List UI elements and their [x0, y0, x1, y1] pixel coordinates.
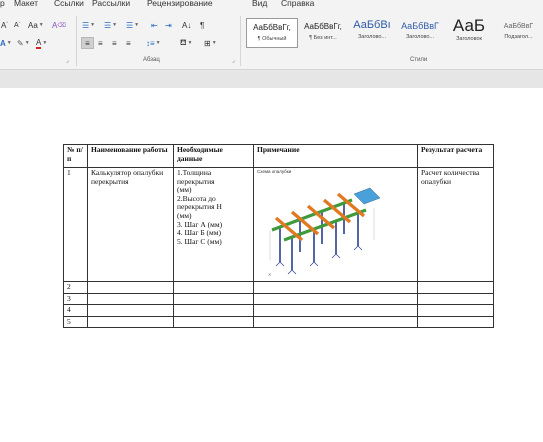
paint-bucket-icon: ⛾ [180, 38, 187, 47]
style-name: Подзагол... [504, 34, 533, 40]
chevron-down-icon: ▼ [187, 40, 193, 46]
group-divider [240, 16, 241, 66]
table-row [64, 305, 494, 317]
chevron-down-icon: ▼ [24, 40, 30, 46]
scheme-label: Схема опалубки [257, 169, 292, 174]
chevron-down-icon: ▼ [211, 40, 217, 46]
chevron-down-icon: ▼ [134, 22, 140, 28]
decrease-indent-icon: ⇤ [151, 20, 158, 30]
empty-cell[interactable] [174, 293, 254, 305]
align-center-icon: ≡ [98, 38, 103, 48]
chevron-down-icon: ▼ [90, 22, 96, 28]
tab-mailings[interactable]: Рассылки [92, 0, 131, 8]
data-line: перекрытия Н [177, 202, 222, 212]
text-effects-icon: A [0, 38, 6, 48]
document-canvas [0, 71, 543, 442]
table-row [64, 293, 494, 305]
empty-cell[interactable] [254, 316, 418, 328]
chevron-down-icon: ▼ [112, 22, 118, 28]
group-divider [76, 16, 77, 66]
numbering-button[interactable] [104, 19, 117, 31]
style-name: Заголово... [405, 34, 435, 40]
header-result: Результат расчета [418, 145, 494, 168]
header-note: Примечание [254, 145, 418, 168]
header-work-name: Наименование работы [88, 145, 174, 168]
calculation-table [63, 144, 494, 328]
data-line: (мм) [177, 210, 192, 220]
multilevel-list-button[interactable] [126, 19, 139, 31]
result-cell: Расчет количества опалубки [418, 168, 494, 282]
document-page[interactable] [0, 88, 543, 442]
row-number: 3 [64, 293, 88, 305]
data-line: 1.Толщина [177, 168, 212, 177]
data-line: (мм) [177, 185, 192, 195]
line-spacing-button[interactable] [146, 37, 161, 49]
empty-cell[interactable] [254, 282, 418, 294]
empty-cell[interactable] [254, 305, 418, 317]
tab-help[interactable]: Справка [281, 0, 315, 8]
style-title[interactable] [444, 18, 494, 48]
multilevel-list-icon: ☰ [126, 20, 134, 30]
formwork-scheme-image[interactable] [262, 178, 382, 278]
header-number: № п/п [64, 145, 88, 168]
empty-cell[interactable] [418, 316, 494, 328]
align-right-button[interactable] [112, 37, 117, 49]
data-line: перекрытия [177, 176, 215, 186]
styles-group-label: Стили [410, 57, 428, 63]
empty-cell[interactable] [88, 316, 174, 328]
clear-formatting-label: A [52, 20, 58, 30]
style-sample: АаБбВвГг, [304, 22, 342, 31]
shading-button[interactable] [180, 37, 193, 49]
table-row [64, 282, 494, 294]
data-line: 3. Шаг А (мм) [177, 219, 223, 229]
empty-cell[interactable] [254, 293, 418, 305]
ribbon-tab-bar [0, 0, 543, 12]
increase-indent-icon: ⇥ [165, 20, 172, 30]
style-sample: АаБбВвГ [503, 23, 534, 30]
increase-indent-button[interactable] [165, 19, 172, 31]
font-color-button[interactable] [36, 37, 47, 49]
paragraph-dialog-launcher-icon[interactable]: ⌟ [232, 58, 235, 64]
data-line: 4. Шаг Б (мм) [177, 228, 222, 238]
row-number: 2 [64, 282, 88, 294]
align-right-icon: ≡ [112, 38, 117, 48]
empty-cell[interactable] [88, 293, 174, 305]
style-normal[interactable] [246, 18, 298, 48]
header-required-data: Необходимые данные [174, 145, 254, 168]
change-case-button[interactable] [28, 19, 44, 31]
empty-cell[interactable] [88, 282, 174, 294]
chevron-down-icon: ▼ [42, 40, 48, 46]
text-effects-button[interactable] [0, 37, 12, 49]
style-sample: АаБбВвГг, [253, 23, 291, 32]
style-name: Заголово... [357, 34, 387, 40]
paragraph-group-label: Абзац [143, 57, 160, 63]
style-heading-2[interactable] [396, 18, 444, 48]
empty-cell[interactable] [418, 293, 494, 305]
empty-cell[interactable] [418, 282, 494, 294]
font-dialog-launcher-icon[interactable]: ⌟ [66, 58, 69, 64]
highlight-button[interactable] [17, 37, 30, 49]
justify-icon: ≡ [126, 38, 131, 48]
chevron-down-icon: ▼ [6, 40, 12, 46]
empty-cell[interactable] [418, 305, 494, 317]
clear-formatting-button[interactable]: A ⌫ [52, 20, 66, 30]
style-name: Заголовок [456, 36, 482, 42]
tab-references[interactable]: Ссылки [54, 0, 84, 8]
tab-review[interactable]: Рецензирование [147, 0, 213, 8]
work-name-cell: Калькулятор опалубки перекрытия [88, 168, 174, 282]
style-sample: АаБбВı [353, 19, 391, 31]
font-shrink-label: A [14, 21, 19, 29]
highlighter-icon: ✎ [17, 38, 24, 48]
data-line: 2.Высота до [177, 193, 216, 203]
chevron-down-icon: ▼ [38, 22, 44, 28]
numbered-list-icon: ☰ [104, 20, 112, 30]
style-heading-1[interactable] [348, 18, 396, 48]
style-name: ¶ Обычный [257, 36, 287, 42]
decrease-indent-button[interactable] [151, 19, 158, 31]
font-shrink-button[interactable]: A ˇ [14, 21, 21, 29]
style-name: ¶ Без инт... [309, 35, 337, 41]
note-cell [254, 168, 418, 282]
font-grow-label: A [1, 20, 7, 30]
change-case-label: Aa [28, 20, 38, 30]
table-row [64, 168, 494, 282]
svg-text:✕: ✕ [268, 272, 272, 277]
style-sample: АаБ [452, 18, 486, 35]
line-spacing-icon: ↕≡ [146, 38, 155, 48]
empty-cell[interactable] [174, 316, 254, 328]
row-number: 4 [64, 305, 88, 317]
style-subtitle[interactable] [494, 18, 543, 48]
font-color-icon: A [36, 37, 42, 47]
borders-button[interactable] [204, 37, 217, 49]
empty-cell[interactable] [174, 282, 254, 294]
show-marks-button[interactable] [200, 19, 204, 31]
row-number: 5 [64, 316, 88, 328]
tab-layout[interactable]: Макет [14, 0, 39, 8]
style-sample: АаБбВвГ [401, 21, 439, 31]
styles-gallery [246, 18, 543, 48]
align-center-button[interactable] [98, 37, 103, 49]
style-no-spacing[interactable] [298, 18, 348, 48]
chevron-down-icon: ▼ [155, 40, 161, 46]
required-data-cell [174, 168, 254, 282]
bullets-button[interactable] [82, 19, 95, 31]
data-line: 5. Шаг С (мм) [177, 236, 222, 246]
empty-cell[interactable] [174, 305, 254, 317]
row-number: 1 [64, 168, 88, 282]
font-grow-button[interactable]: A ˆ [1, 20, 9, 30]
align-left-icon: ≡ [85, 38, 90, 48]
pilcrow-icon: ¶ [200, 20, 205, 30]
borders-icon: ⊞ [204, 38, 211, 48]
tab-partial[interactable]: р [0, 0, 5, 8]
sort-icon: A↓ [182, 20, 192, 30]
table-header-row [64, 145, 494, 168]
tab-view[interactable]: Вид [252, 0, 268, 8]
table-row [64, 316, 494, 328]
sort-button[interactable] [182, 19, 191, 31]
bullet-list-icon: ☰ [82, 20, 90, 30]
align-left-button[interactable] [81, 37, 94, 49]
justify-button[interactable] [126, 37, 131, 49]
empty-cell[interactable] [88, 305, 174, 317]
